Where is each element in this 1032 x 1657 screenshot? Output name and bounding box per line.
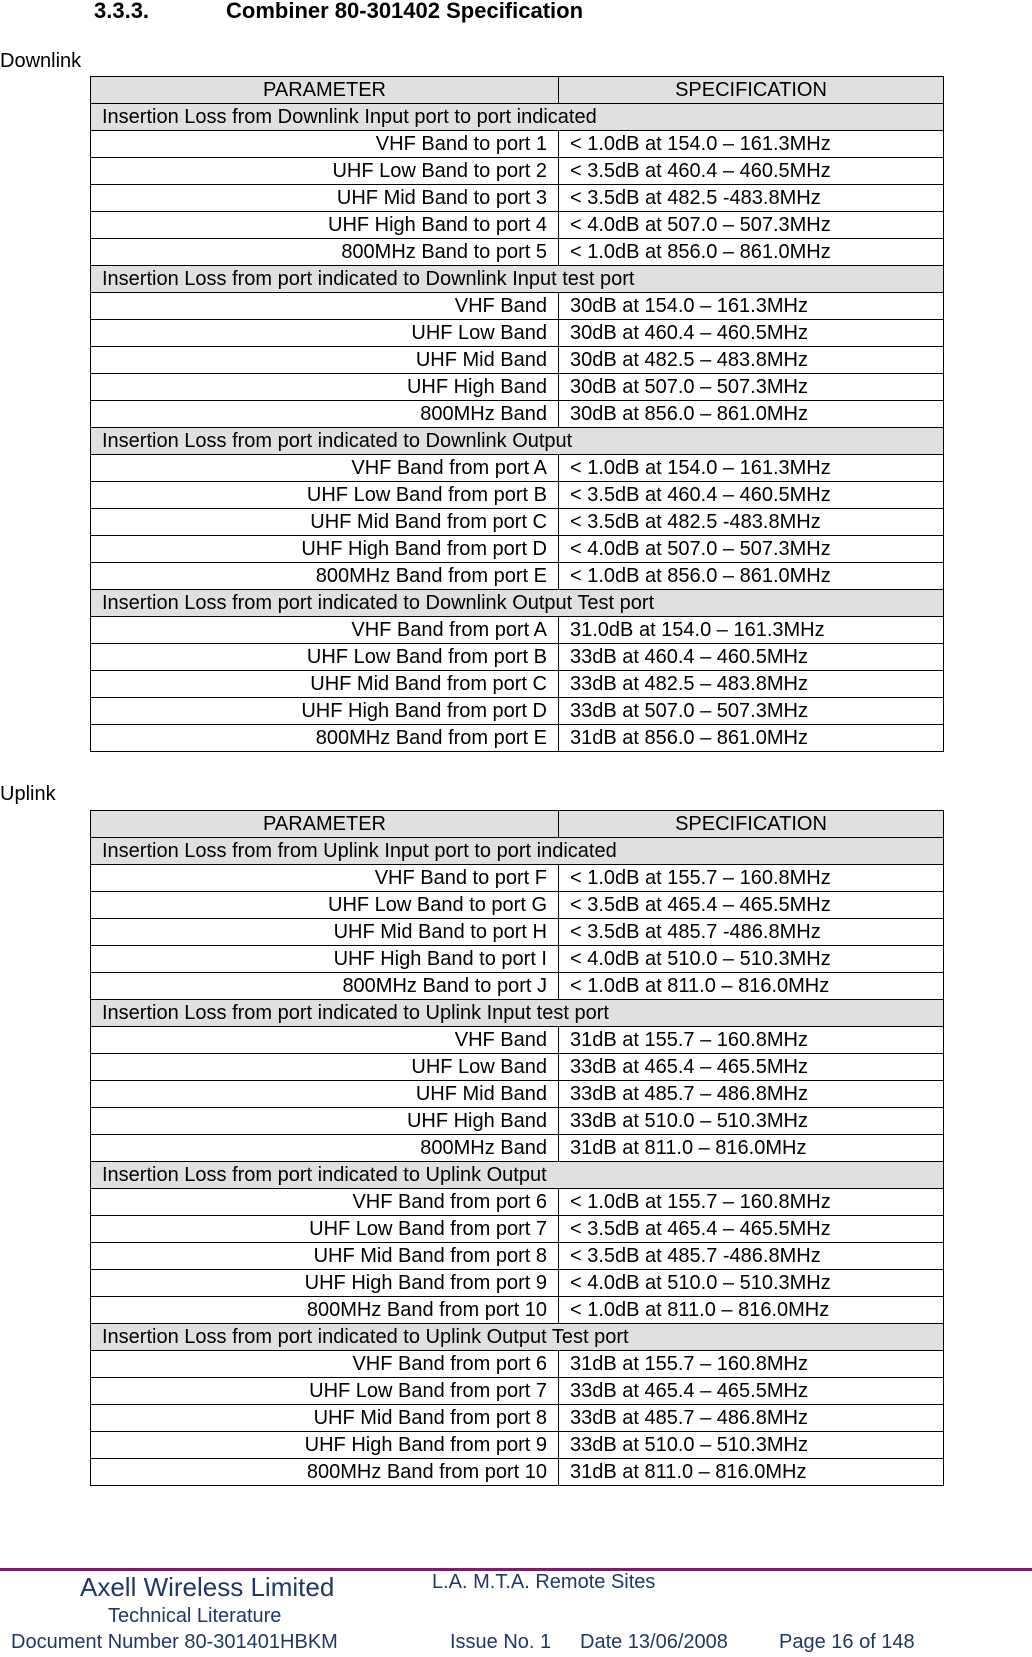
table-row: [91, 401, 944, 428]
specification-cell: 30dB at 154.0 – 161.3MHz: [559, 293, 944, 320]
specification-header: SPECIFICATION: [559, 811, 944, 838]
table-row: [91, 1054, 944, 1081]
specification-cell: < 3.5dB at 482.5 -483.8MHz: [559, 185, 944, 212]
specification-cell: < 1.0dB at 856.0 – 861.0MHz: [559, 239, 944, 266]
group-row: [91, 838, 944, 865]
parameter-cell: UHF Low Band from port 7: [91, 1216, 559, 1243]
issue-number: Issue No. 1: [450, 1631, 552, 1653]
specification-cell: < 3.5dB at 460.4 – 460.5MHz: [559, 482, 944, 509]
specification-cell: 30dB at 507.0 – 507.3MHz: [559, 374, 944, 401]
specification-cell: 31.0dB at 154.0 – 161.3MHz: [559, 617, 944, 644]
table-row: [91, 865, 944, 892]
parameter-cell: UHF High Band to port I: [91, 946, 559, 973]
table-row: [91, 1297, 944, 1324]
group-row: [91, 104, 944, 131]
specification-cell: 33dB at 510.0 – 510.3MHz: [559, 1108, 944, 1135]
parameter-cell: 800MHz Band to port J: [91, 973, 559, 1000]
parameter-cell: VHF Band to port F: [91, 865, 559, 892]
table-row: [91, 1189, 944, 1216]
specification-cell: < 3.5dB at 485.7 -486.8MHz: [559, 919, 944, 946]
table-row: [91, 1270, 944, 1297]
specification-cell: 31dB at 811.0 – 816.0MHz: [559, 1459, 944, 1486]
specification-cell: < 3.5dB at 465.4 – 465.5MHz: [559, 892, 944, 919]
project-name: L.A. M.T.A. Remote Sites: [432, 1571, 656, 1593]
table-row: [91, 1459, 944, 1486]
table-row: [91, 1081, 944, 1108]
table-row: [91, 1405, 944, 1432]
parameter-cell: UHF Mid Band to port 3: [91, 185, 559, 212]
parameter-cell: UHF High Band from port 9: [91, 1270, 559, 1297]
table-row: [91, 536, 944, 563]
table-row: [91, 482, 944, 509]
parameter-cell: UHF High Band from port 9: [91, 1432, 559, 1459]
table-row: [91, 892, 944, 919]
group-row: [91, 1162, 944, 1189]
group-title: Insertion Loss from Downlink Input port to port indicated: [91, 104, 944, 131]
specification-cell: 33dB at 510.0 – 510.3MHz: [559, 1432, 944, 1459]
table-row: [91, 455, 944, 482]
specification-cell: < 4.0dB at 507.0 – 507.3MHz: [559, 536, 944, 563]
specification-cell: < 4.0dB at 507.0 – 507.3MHz: [559, 212, 944, 239]
specification-cell: 31dB at 155.7 – 160.8MHz: [559, 1351, 944, 1378]
table-row: [91, 617, 944, 644]
table-row: [91, 320, 944, 347]
parameter-cell: VHF Band: [91, 293, 559, 320]
group-title: Insertion Loss from port indicated to Downlink Output Test port: [91, 590, 944, 617]
parameter-cell: VHF Band to port 1: [91, 131, 559, 158]
specification-cell: < 1.0dB at 154.0 – 161.3MHz: [559, 131, 944, 158]
specification-cell: 33dB at 485.7 – 486.8MHz: [559, 1405, 944, 1432]
parameter-header: PARAMETER: [91, 811, 559, 838]
parameter-cell: UHF Low Band: [91, 320, 559, 347]
specification-cell: 33dB at 482.5 – 483.8MHz: [559, 671, 944, 698]
parameter-cell: 800MHz Band: [91, 401, 559, 428]
parameter-cell: 800MHz Band from port 10: [91, 1297, 559, 1324]
parameter-cell: UHF Mid Band: [91, 1081, 559, 1108]
table-row: [91, 946, 944, 973]
specification-cell: < 3.5dB at 485.7 -486.8MHz: [559, 1243, 944, 1270]
group-title: Insertion Loss from port indicated to Downlink Output: [91, 428, 944, 455]
specification-cell: < 4.0dB at 510.0 – 510.3MHz: [559, 946, 944, 973]
table-row: [91, 374, 944, 401]
specification-cell: < 1.0dB at 811.0 – 816.0MHz: [559, 1297, 944, 1324]
parameter-cell: UHF High Band from port D: [91, 698, 559, 725]
table-row: [91, 1027, 944, 1054]
table-row: [91, 698, 944, 725]
table-row: [91, 725, 944, 752]
parameter-cell: UHF Low Band to port 2: [91, 158, 559, 185]
group-row: [91, 590, 944, 617]
specification-cell: 30dB at 856.0 – 861.0MHz: [559, 401, 944, 428]
table-row: [91, 1243, 944, 1270]
footer-subtitle: Technical Literature: [108, 1605, 282, 1627]
group-row: [91, 428, 944, 455]
table-row: [91, 212, 944, 239]
specification-cell: 33dB at 485.7 – 486.8MHz: [559, 1081, 944, 1108]
table-row: [91, 509, 944, 536]
parameter-cell: VHF Band from port 6: [91, 1351, 559, 1378]
uplink-spec-table: [90, 810, 944, 1486]
parameter-cell: VHF Band: [91, 1027, 559, 1054]
table-row: [91, 1135, 944, 1162]
specification-header: SPECIFICATION: [559, 77, 944, 104]
table-row: [91, 1432, 944, 1459]
specification-cell: 31dB at 155.7 – 160.8MHz: [559, 1027, 944, 1054]
specification-cell: 33dB at 465.4 – 465.5MHz: [559, 1054, 944, 1081]
specification-cell: < 1.0dB at 155.7 – 160.8MHz: [559, 865, 944, 892]
parameter-cell: UHF High Band from port D: [91, 536, 559, 563]
downlink-label: Downlink: [0, 50, 82, 72]
table-row: [91, 671, 944, 698]
specification-cell: 30dB at 460.4 – 460.5MHz: [559, 320, 944, 347]
specification-cell: < 1.0dB at 155.7 – 160.8MHz: [559, 1189, 944, 1216]
section-title: Combiner 80-301402 Specification: [226, 0, 584, 23]
parameter-cell: VHF Band from port A: [91, 617, 559, 644]
parameter-cell: UHF Mid Band from port C: [91, 671, 559, 698]
table-row: [91, 1351, 944, 1378]
parameter-header: PARAMETER: [91, 77, 559, 104]
parameter-cell: UHF Low Band: [91, 1054, 559, 1081]
parameter-cell: UHF Low Band to port G: [91, 892, 559, 919]
group-title: Insertion Loss from port indicated to Downlink Input test port: [91, 266, 944, 293]
issue-date: Date 13/06/2008: [580, 1631, 728, 1653]
parameter-cell: 800MHz Band from port E: [91, 563, 559, 590]
parameter-cell: UHF Mid Band to port H: [91, 919, 559, 946]
downlink-spec-table: [90, 76, 944, 752]
parameter-cell: UHF High Band: [91, 1108, 559, 1135]
parameter-cell: UHF Low Band from port B: [91, 644, 559, 671]
parameter-cell: 800MHz Band from port 10: [91, 1459, 559, 1486]
table-row: [91, 973, 944, 1000]
table-row: [91, 563, 944, 590]
parameter-cell: UHF Mid Band from port C: [91, 509, 559, 536]
section-number: 3.3.3.: [94, 0, 150, 23]
page-number: Page 16 of 148: [779, 1631, 915, 1653]
table-row: [91, 239, 944, 266]
specification-cell: < 3.5dB at 460.4 – 460.5MHz: [559, 158, 944, 185]
parameter-cell: UHF High Band: [91, 374, 559, 401]
company-name: Axell Wireless Limited: [80, 1572, 335, 1602]
table-row: [91, 1216, 944, 1243]
group-title: Insertion Loss from from Uplink Input port to port indicated: [91, 838, 944, 865]
group-row: [91, 1324, 944, 1351]
parameter-cell: VHF Band from port A: [91, 455, 559, 482]
parameter-cell: UHF High Band to port 4: [91, 212, 559, 239]
document-number: Document Number 80-301401HBKM: [11, 1631, 338, 1653]
table-row: [91, 131, 944, 158]
specification-cell: 31dB at 856.0 – 861.0MHz: [559, 725, 944, 752]
parameter-cell: UHF Low Band from port B: [91, 482, 559, 509]
specification-cell: < 3.5dB at 465.4 – 465.5MHz: [559, 1216, 944, 1243]
specification-cell: 33dB at 460.4 – 460.5MHz: [559, 644, 944, 671]
table-header-row: [91, 811, 944, 838]
group-row: [91, 1000, 944, 1027]
group-title: Insertion Loss from port indicated to Uplink Output: [91, 1162, 944, 1189]
specification-cell: < 3.5dB at 482.5 -483.8MHz: [559, 509, 944, 536]
table-row: [91, 919, 944, 946]
table-row: [91, 185, 944, 212]
group-title: Insertion Loss from port indicated to Uplink Input test port: [91, 1000, 944, 1027]
group-row: [91, 266, 944, 293]
specification-cell: < 1.0dB at 154.0 – 161.3MHz: [559, 455, 944, 482]
parameter-cell: 800MHz Band from port E: [91, 725, 559, 752]
parameter-cell: 800MHz Band: [91, 1135, 559, 1162]
table-row: [91, 1108, 944, 1135]
specification-cell: < 1.0dB at 811.0 – 816.0MHz: [559, 973, 944, 1000]
parameter-cell: UHF Mid Band from port 8: [91, 1243, 559, 1270]
table-row: [91, 1378, 944, 1405]
table-row: [91, 293, 944, 320]
parameter-cell: 800MHz Band to port 5: [91, 239, 559, 266]
specification-cell: 33dB at 507.0 – 507.3MHz: [559, 698, 944, 725]
specification-cell: < 4.0dB at 510.0 – 510.3MHz: [559, 1270, 944, 1297]
parameter-cell: UHF Mid Band: [91, 347, 559, 374]
group-title: Insertion Loss from port indicated to Uplink Output Test port: [91, 1324, 944, 1351]
table-row: [91, 644, 944, 671]
uplink-label: Uplink: [0, 783, 56, 805]
specification-cell: < 1.0dB at 856.0 – 861.0MHz: [559, 563, 944, 590]
parameter-cell: VHF Band from port 6: [91, 1189, 559, 1216]
specification-cell: 30dB at 482.5 – 483.8MHz: [559, 347, 944, 374]
specification-cell: 33dB at 465.4 – 465.5MHz: [559, 1378, 944, 1405]
table-row: [91, 347, 944, 374]
table-row: [91, 158, 944, 185]
table-header-row: [91, 77, 944, 104]
specification-cell: 31dB at 811.0 – 816.0MHz: [559, 1135, 944, 1162]
section-heading: [94, 0, 583, 24]
parameter-cell: UHF Mid Band from port 8: [91, 1405, 559, 1432]
parameter-cell: UHF Low Band from port 7: [91, 1378, 559, 1405]
